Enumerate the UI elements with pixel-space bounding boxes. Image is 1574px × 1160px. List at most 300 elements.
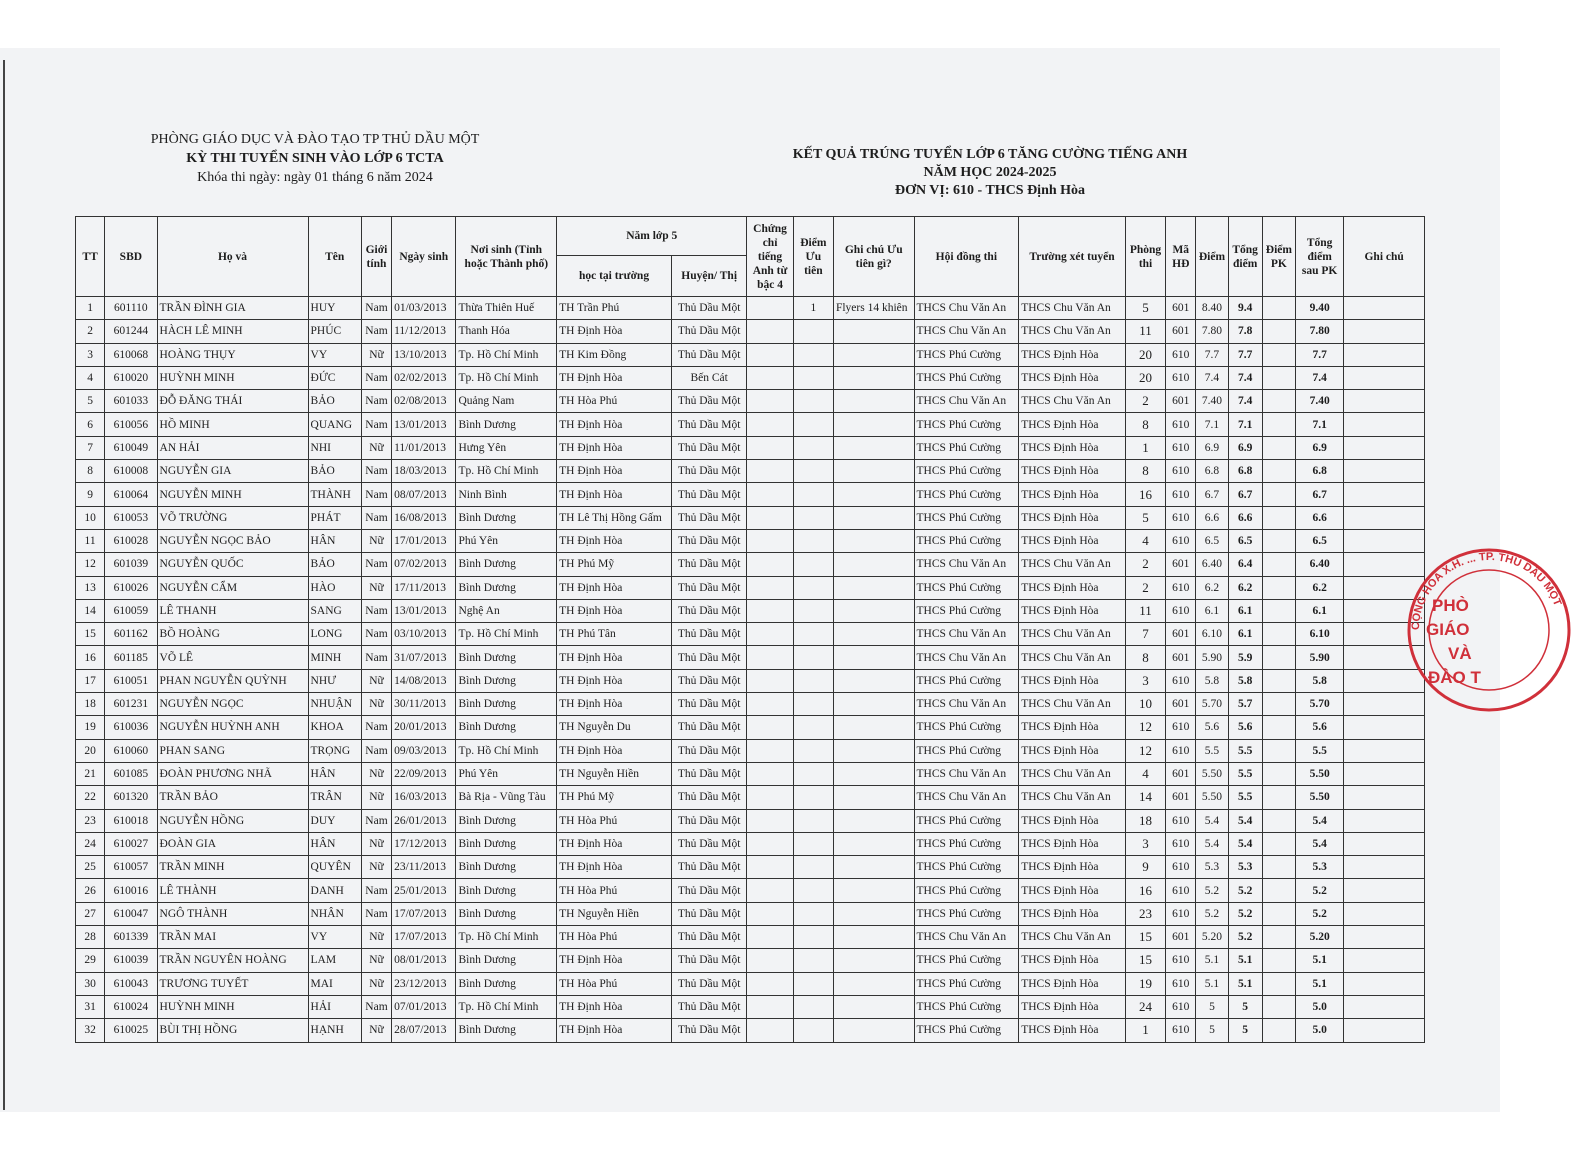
cell-diem-uu-tien (793, 972, 833, 995)
cell-truong-xet-tuyen: THCS Chu Văn An (1019, 762, 1126, 785)
cell-diem-uu-tien (793, 506, 833, 529)
cell-tong-diem-sau-pk: 6.5 (1295, 529, 1343, 552)
cell-tt: 14 (76, 599, 105, 622)
cell-tong-diem: 5.2 (1228, 879, 1262, 902)
cell-tong-diem-sau-pk: 5.8 (1295, 669, 1343, 692)
cell-ma-hd: 610 (1166, 343, 1196, 366)
cell-gioi-tinh: Nam (361, 879, 391, 902)
cell-ho-va: PHAN NGUYỄN QUỲNH (157, 669, 308, 692)
cell-ho-va: HÀCH LÊ MINH (157, 320, 308, 343)
cell-huyen-thi: Thủ Dầu Một (671, 832, 747, 855)
cell-noi-sinh: Bình Dương (456, 809, 557, 832)
cell-diem: 6.9 (1196, 436, 1228, 459)
cell-ghi-chu-uu-tien (833, 506, 914, 529)
cell-tong-diem-sau-pk: 6.8 (1295, 460, 1343, 483)
cell-ten: PHÁT (308, 506, 361, 529)
cell-gioi-tinh: Nam (361, 506, 391, 529)
cell-ten: NHƯ (308, 669, 361, 692)
cell-ma-hd: 610 (1166, 669, 1196, 692)
cell-hoc-tai-truong: TH Định Hòa (557, 483, 672, 506)
cell-ma-hd: 601 (1166, 926, 1196, 949)
cell-ma-hd: 601 (1166, 786, 1196, 809)
cell-sbd: 610020 (105, 366, 157, 389)
col-ma-hd: Mã HĐ (1166, 217, 1196, 297)
table-row (76, 366, 1425, 389)
cell-tong-diem-sau-pk: 5.90 (1295, 646, 1343, 669)
cell-diem-pk (1262, 739, 1295, 762)
exam-title: KỲ THI TUYỂN SINH VÀO LỚP 6 TCTA (186, 151, 444, 166)
cell-tt: 12 (76, 553, 105, 576)
cell-sbd: 610060 (105, 739, 157, 762)
cell-hoi-dong-thi: THCS Phú Cường (914, 832, 1019, 855)
col-nam-lop5: Năm lớp 5 (557, 217, 747, 256)
cell-gioi-tinh: Nữ (361, 576, 391, 599)
cell-diem-pk (1262, 460, 1295, 483)
cell-chung-chi (747, 553, 793, 576)
cell-huyen-thi: Bến Cát (671, 366, 747, 389)
unit-name: ĐƠN VỊ: 610 - THCS Định Hòa (894, 183, 1086, 198)
cell-diem-uu-tien (793, 949, 833, 972)
cell-huyen-thi: Thủ Dầu Một (671, 623, 747, 646)
cell-gioi-tinh: Nam (361, 390, 391, 413)
cell-truong-xet-tuyen: THCS Định Hòa (1019, 739, 1126, 762)
cell-ten: QUYÊN (308, 856, 361, 879)
cell-ngay-sinh: 13/10/2013 (392, 343, 456, 366)
cell-diem-pk (1262, 995, 1295, 1018)
cell-hoi-dong-thi: THCS Phú Cường (914, 716, 1019, 739)
cell-ten: VY (308, 926, 361, 949)
cell-ma-hd: 610 (1166, 832, 1196, 855)
cell-diem-uu-tien (793, 1019, 833, 1042)
seal-text-line: VÀ (1448, 644, 1472, 663)
cell-tt: 7 (76, 436, 105, 459)
cell-ho-va: TRẦN MINH (157, 856, 308, 879)
cell-tong-diem-sau-pk: 5.1 (1295, 972, 1343, 995)
cell-ngay-sinh: 08/07/2013 (392, 483, 456, 506)
cell-phong-thi: 12 (1125, 739, 1165, 762)
cell-ho-va: LÊ THANH (157, 599, 308, 622)
cell-ngay-sinh: 03/10/2013 (392, 623, 456, 646)
cell-sbd: 601110 (105, 297, 157, 320)
cell-ghi-chu-uu-tien (833, 879, 914, 902)
cell-ma-hd: 601 (1166, 646, 1196, 669)
cell-truong-xet-tuyen: THCS Định Hòa (1019, 669, 1126, 692)
cell-ten: BẢO (308, 390, 361, 413)
cell-diem: 6.8 (1196, 460, 1228, 483)
cell-ghi-chu (1344, 786, 1425, 809)
cell-diem-pk (1262, 786, 1295, 809)
cell-ghi-chu (1344, 506, 1425, 529)
cell-huyen-thi: Thủ Dầu Một (671, 739, 747, 762)
cell-hoi-dong-thi: THCS Phú Cường (914, 995, 1019, 1018)
cell-noi-sinh: Bình Dương (456, 716, 557, 739)
cell-diem: 5.3 (1196, 856, 1228, 879)
cell-ma-hd: 601 (1166, 693, 1196, 716)
cell-ma-hd: 610 (1166, 366, 1196, 389)
cell-sbd: 610053 (105, 506, 157, 529)
cell-diem-pk (1262, 343, 1295, 366)
cell-sbd: 610064 (105, 483, 157, 506)
cell-diem: 6.40 (1196, 553, 1228, 576)
cell-sbd: 601339 (105, 926, 157, 949)
cell-ten: HÂN (308, 529, 361, 552)
cell-noi-sinh: Phú Yên (456, 529, 557, 552)
cell-ho-va: ĐOÀN GIA (157, 832, 308, 855)
cell-sbd: 601033 (105, 390, 157, 413)
cell-noi-sinh: Quảng Nam (456, 390, 557, 413)
cell-noi-sinh: Tp. Hồ Chí Minh (456, 739, 557, 762)
cell-sbd: 610043 (105, 972, 157, 995)
cell-ten: KHOA (308, 716, 361, 739)
cell-huyen-thi: Thủ Dầu Một (671, 669, 747, 692)
cell-noi-sinh: Nghệ An (456, 599, 557, 622)
table-row (76, 413, 1425, 436)
cell-gioi-tinh: Nam (361, 995, 391, 1018)
cell-ghi-chu (1344, 1019, 1425, 1042)
cell-sbd: 610008 (105, 460, 157, 483)
cell-phong-thi: 14 (1125, 786, 1165, 809)
cell-gioi-tinh: Nữ (361, 832, 391, 855)
cell-ghi-chu-uu-tien (833, 926, 914, 949)
cell-ngay-sinh: 01/03/2013 (392, 297, 456, 320)
cell-diem-pk (1262, 506, 1295, 529)
cell-ghi-chu (1344, 762, 1425, 785)
cell-chung-chi (747, 972, 793, 995)
cell-tong-diem: 6.9 (1228, 436, 1262, 459)
cell-truong-xet-tuyen: THCS Định Hòa (1019, 879, 1126, 902)
cell-ten: NHUẬN (308, 693, 361, 716)
cell-phong-thi: 24 (1125, 995, 1165, 1018)
col-ghi-chu: Ghi chú (1344, 217, 1425, 297)
cell-hoc-tai-truong: TH Trần Phú (557, 297, 672, 320)
cell-diem-uu-tien (793, 320, 833, 343)
cell-ngay-sinh: 11/12/2013 (392, 320, 456, 343)
cell-tt: 23 (76, 809, 105, 832)
cell-diem-pk (1262, 879, 1295, 902)
cell-huyen-thi: Thủ Dầu Một (671, 599, 747, 622)
cell-diem-uu-tien (793, 716, 833, 739)
cell-diem-uu-tien (793, 809, 833, 832)
seal-text-line: PHÒ (1432, 596, 1469, 615)
cell-ma-hd: 610 (1166, 529, 1196, 552)
cell-ho-va: NGUYỄN MINH (157, 483, 308, 506)
cell-sbd: 610051 (105, 669, 157, 692)
cell-phong-thi: 11 (1125, 599, 1165, 622)
cell-ma-hd: 610 (1166, 879, 1196, 902)
cell-hoi-dong-thi: THCS Phú Cường (914, 460, 1019, 483)
cell-hoi-dong-thi: THCS Chu Văn An (914, 762, 1019, 785)
cell-gioi-tinh: Nữ (361, 343, 391, 366)
cell-ngay-sinh: 14/08/2013 (392, 669, 456, 692)
table-row (76, 390, 1425, 413)
cell-truong-xet-tuyen: THCS Chu Văn An (1019, 926, 1126, 949)
cell-gioi-tinh: Nữ (361, 529, 391, 552)
cell-truong-xet-tuyen: THCS Định Hòa (1019, 716, 1126, 739)
cell-ho-va: TRẦN ĐÌNH GIA (157, 297, 308, 320)
cell-noi-sinh: Ninh Bình (456, 483, 557, 506)
cell-huyen-thi: Thủ Dầu Một (671, 436, 747, 459)
cell-tt: 16 (76, 646, 105, 669)
cell-diem: 5.20 (1196, 926, 1228, 949)
cell-sbd: 601185 (105, 646, 157, 669)
cell-ten: HẠNH (308, 1019, 361, 1042)
cell-hoi-dong-thi: THCS Phú Cường (914, 879, 1019, 902)
table-row (76, 343, 1425, 366)
cell-diem-pk (1262, 926, 1295, 949)
cell-truong-xet-tuyen: THCS Định Hòa (1019, 460, 1126, 483)
cell-diem-pk (1262, 856, 1295, 879)
cell-diem-pk (1262, 1019, 1295, 1042)
cell-tong-diem-sau-pk: 9.40 (1295, 297, 1343, 320)
seal-ring-text: CỘNG HÒA X.H. ... TP. THỦ DẦU MỘT (1409, 550, 1564, 631)
cell-tong-diem-sau-pk: 5.6 (1295, 716, 1343, 739)
cell-ma-hd: 610 (1166, 506, 1196, 529)
cell-ten: DUY (308, 809, 361, 832)
cell-chung-chi (747, 297, 793, 320)
cell-chung-chi (747, 599, 793, 622)
cell-ghi-chu-uu-tien (833, 343, 914, 366)
cell-tt: 6 (76, 413, 105, 436)
cell-hoc-tai-truong: TH Định Hòa (557, 576, 672, 599)
cell-ngay-sinh: 25/01/2013 (392, 879, 456, 902)
cell-sbd: 601320 (105, 786, 157, 809)
cell-ten: HÀO (308, 576, 361, 599)
cell-hoi-dong-thi: THCS Phú Cường (914, 343, 1019, 366)
cell-diem: 6.10 (1196, 623, 1228, 646)
cell-ghi-chu-uu-tien (833, 483, 914, 506)
cell-hoc-tai-truong: TH Phú Mỹ (557, 786, 672, 809)
cell-truong-xet-tuyen: THCS Chu Văn An (1019, 390, 1126, 413)
cell-hoc-tai-truong: TH Định Hòa (557, 995, 672, 1018)
cell-sbd: 610016 (105, 879, 157, 902)
scan-edge-line (3, 60, 5, 1110)
cell-ho-va: HUỲNH MINH (157, 366, 308, 389)
cell-ghi-chu (1344, 460, 1425, 483)
result-title: KẾT QUẢ TRÚNG TUYỂN LỚP 6 TĂNG CƯỜNG TIẾNG ANH (792, 147, 1188, 162)
cell-ho-va: VÕ LÊ (157, 646, 308, 669)
cell-tong-diem: 5 (1228, 995, 1262, 1018)
cell-diem: 7.4 (1196, 366, 1228, 389)
cell-tt: 3 (76, 343, 105, 366)
cell-ghi-chu-uu-tien (833, 902, 914, 925)
cell-truong-xet-tuyen: THCS Định Hòa (1019, 902, 1126, 925)
cell-hoc-tai-truong: TH Nguyễn Hiền (557, 762, 672, 785)
cell-ma-hd: 610 (1166, 972, 1196, 995)
cell-huyen-thi: Thủ Dầu Một (671, 297, 747, 320)
cell-ghi-chu (1344, 879, 1425, 902)
cell-truong-xet-tuyen: THCS Định Hòa (1019, 483, 1126, 506)
exam-date: Khóa thi ngày: ngày 01 tháng 6 năm 2024 (197, 170, 433, 185)
cell-truong-xet-tuyen: THCS Định Hòa (1019, 529, 1126, 552)
cell-ten: HÂN (308, 832, 361, 855)
cell-diem-uu-tien (793, 786, 833, 809)
cell-diem-uu-tien (793, 576, 833, 599)
cell-huyen-thi: Thủ Dầu Một (671, 576, 747, 599)
cell-huyen-thi: Thủ Dầu Một (671, 413, 747, 436)
cell-chung-chi (747, 762, 793, 785)
cell-tong-diem-sau-pk: 5.3 (1295, 856, 1343, 879)
cell-ten: MAI (308, 972, 361, 995)
cell-ghi-chu (1344, 366, 1425, 389)
cell-gioi-tinh: Nam (361, 809, 391, 832)
col-tong-diem-sau-pk: Tổng điểm sau PK (1295, 217, 1343, 297)
cell-ngay-sinh: 08/01/2013 (392, 949, 456, 972)
cell-sbd: 610027 (105, 832, 157, 855)
cell-diem-pk (1262, 483, 1295, 506)
cell-truong-xet-tuyen: THCS Định Hòa (1019, 343, 1126, 366)
cell-ghi-chu-uu-tien (833, 1019, 914, 1042)
col-noi-sinh: Nơi sinh (Tỉnh hoặc Thành phố) (456, 217, 557, 297)
cell-huyen-thi: Thủ Dầu Một (671, 529, 747, 552)
cell-ngay-sinh: 02/08/2013 (392, 390, 456, 413)
cell-ma-hd: 601 (1166, 390, 1196, 413)
cell-diem: 6.5 (1196, 529, 1228, 552)
cell-tt: 11 (76, 529, 105, 552)
table-row (76, 1019, 1425, 1042)
cell-ngay-sinh: 26/01/2013 (392, 809, 456, 832)
cell-hoc-tai-truong: TH Hòa Phú (557, 879, 672, 902)
cell-diem-pk (1262, 646, 1295, 669)
header-right (770, 146, 1210, 200)
cell-ho-va: HUỲNH MINH (157, 995, 308, 1018)
cell-phong-thi: 23 (1125, 902, 1165, 925)
col-gioi-tinh: Giới tính (361, 217, 391, 297)
cell-hoc-tai-truong: TH Hòa Phú (557, 972, 672, 995)
cell-sbd: 610039 (105, 949, 157, 972)
cell-diem-pk (1262, 669, 1295, 692)
cell-diem-pk (1262, 902, 1295, 925)
cell-diem: 5.4 (1196, 832, 1228, 855)
cell-ho-va: NGÔ THÀNH (157, 902, 308, 925)
table-row (76, 669, 1425, 692)
cell-noi-sinh: Thanh Hóa (456, 320, 557, 343)
cell-huyen-thi: Thủ Dầu Một (671, 972, 747, 995)
table-row (76, 879, 1425, 902)
cell-hoc-tai-truong: TH Định Hòa (557, 599, 672, 622)
cell-ngay-sinh: 16/03/2013 (392, 786, 456, 809)
cell-ghi-chu-uu-tien (833, 576, 914, 599)
cell-ngay-sinh: 09/03/2013 (392, 739, 456, 762)
cell-truong-xet-tuyen: THCS Định Hòa (1019, 506, 1126, 529)
seal-text-line: ĐÀO T (1428, 668, 1481, 687)
cell-hoi-dong-thi: THCS Phú Cường (914, 1019, 1019, 1042)
cell-hoc-tai-truong: TH Kim Đồng (557, 343, 672, 366)
cell-ghi-chu-uu-tien (833, 762, 914, 785)
cell-phong-thi: 19 (1125, 972, 1165, 995)
cell-tong-diem: 5.9 (1228, 646, 1262, 669)
cell-huyen-thi: Thủ Dầu Một (671, 786, 747, 809)
cell-ngay-sinh: 30/11/2013 (392, 693, 456, 716)
table-row (76, 716, 1425, 739)
cell-gioi-tinh: Nam (361, 599, 391, 622)
cell-tong-diem-sau-pk: 7.7 (1295, 343, 1343, 366)
cell-noi-sinh: Bình Dương (456, 553, 557, 576)
cell-ma-hd: 610 (1166, 483, 1196, 506)
cell-huyen-thi: Thủ Dầu Một (671, 320, 747, 343)
cell-noi-sinh: Bình Dương (456, 902, 557, 925)
cell-ho-va: BỒ HOÀNG (157, 623, 308, 646)
cell-ma-hd: 610 (1166, 902, 1196, 925)
cell-gioi-tinh: Nam (361, 483, 391, 506)
cell-hoi-dong-thi: THCS Phú Cường (914, 506, 1019, 529)
table-row (76, 995, 1425, 1018)
cell-huyen-thi: Thủ Dầu Một (671, 926, 747, 949)
cell-ten: TRỌNG (308, 739, 361, 762)
seal-text-line: GIÁO (1426, 620, 1470, 639)
cell-chung-chi (747, 483, 793, 506)
cell-tong-diem: 5.1 (1228, 972, 1262, 995)
cell-ma-hd: 610 (1166, 739, 1196, 762)
table-row (76, 949, 1425, 972)
cell-ghi-chu-uu-tien (833, 972, 914, 995)
cell-diem-pk (1262, 529, 1295, 552)
cell-huyen-thi: Thủ Dầu Một (671, 553, 747, 576)
cell-chung-chi (747, 995, 793, 1018)
cell-phong-thi: 16 (1125, 483, 1165, 506)
cell-tong-diem: 6.8 (1228, 460, 1262, 483)
cell-diem-uu-tien (793, 413, 833, 436)
cell-gioi-tinh: Nữ (361, 786, 391, 809)
cell-noi-sinh: Tp. Hồ Chí Minh (456, 623, 557, 646)
cell-diem-uu-tien (793, 995, 833, 1018)
cell-tt: 8 (76, 460, 105, 483)
cell-tong-diem: 7.1 (1228, 413, 1262, 436)
cell-chung-chi (747, 320, 793, 343)
cell-tong-diem-sau-pk: 5.5 (1295, 739, 1343, 762)
cell-phong-thi: 2 (1125, 553, 1165, 576)
cell-truong-xet-tuyen: THCS Định Hòa (1019, 832, 1126, 855)
cell-diem-pk (1262, 599, 1295, 622)
cell-ghi-chu-uu-tien (833, 739, 914, 762)
cell-ma-hd: 610 (1166, 576, 1196, 599)
cell-hoi-dong-thi: THCS Phú Cường (914, 366, 1019, 389)
cell-diem: 5.8 (1196, 669, 1228, 692)
cell-hoi-dong-thi: THCS Phú Cường (914, 972, 1019, 995)
cell-truong-xet-tuyen: THCS Định Hòa (1019, 1019, 1126, 1042)
cell-hoc-tai-truong: TH Định Hòa (557, 693, 672, 716)
cell-noi-sinh: Thừa Thiên Huế (456, 297, 557, 320)
cell-ghi-chu-uu-tien (833, 460, 914, 483)
cell-huyen-thi: Thủ Dầu Một (671, 693, 747, 716)
cell-phong-thi: 4 (1125, 762, 1165, 785)
cell-chung-chi (747, 832, 793, 855)
cell-ten: THÀNH (308, 483, 361, 506)
cell-ngay-sinh: 02/02/2013 (392, 366, 456, 389)
cell-diem: 5.4 (1196, 809, 1228, 832)
cell-ghi-chu (1344, 902, 1425, 925)
cell-diem-uu-tien (793, 926, 833, 949)
cell-huyen-thi: Thủ Dầu Một (671, 902, 747, 925)
cell-phong-thi: 3 (1125, 832, 1165, 855)
cell-huyen-thi: Thủ Dầu Một (671, 483, 747, 506)
cell-hoc-tai-truong: TH Phú Mỹ (557, 553, 672, 576)
cell-ngay-sinh: 16/08/2013 (392, 506, 456, 529)
cell-hoi-dong-thi: THCS Chu Văn An (914, 623, 1019, 646)
cell-tong-diem-sau-pk: 5.1 (1295, 949, 1343, 972)
cell-ngay-sinh: 17/01/2013 (392, 529, 456, 552)
cell-diem: 5.2 (1196, 879, 1228, 902)
cell-tong-diem-sau-pk: 5.70 (1295, 693, 1343, 716)
cell-diem-uu-tien (793, 529, 833, 552)
cell-diem: 5.1 (1196, 949, 1228, 972)
cell-truong-xet-tuyen: THCS Định Hòa (1019, 436, 1126, 459)
cell-noi-sinh: Tp. Hồ Chí Minh (456, 926, 557, 949)
cell-ten: TRÂN (308, 786, 361, 809)
cell-phong-thi: 16 (1125, 879, 1165, 902)
cell-huyen-thi: Thủ Dầu Một (671, 856, 747, 879)
col-hoi-dong-thi: Hội đồng thi (914, 217, 1019, 297)
cell-diem-uu-tien (793, 343, 833, 366)
